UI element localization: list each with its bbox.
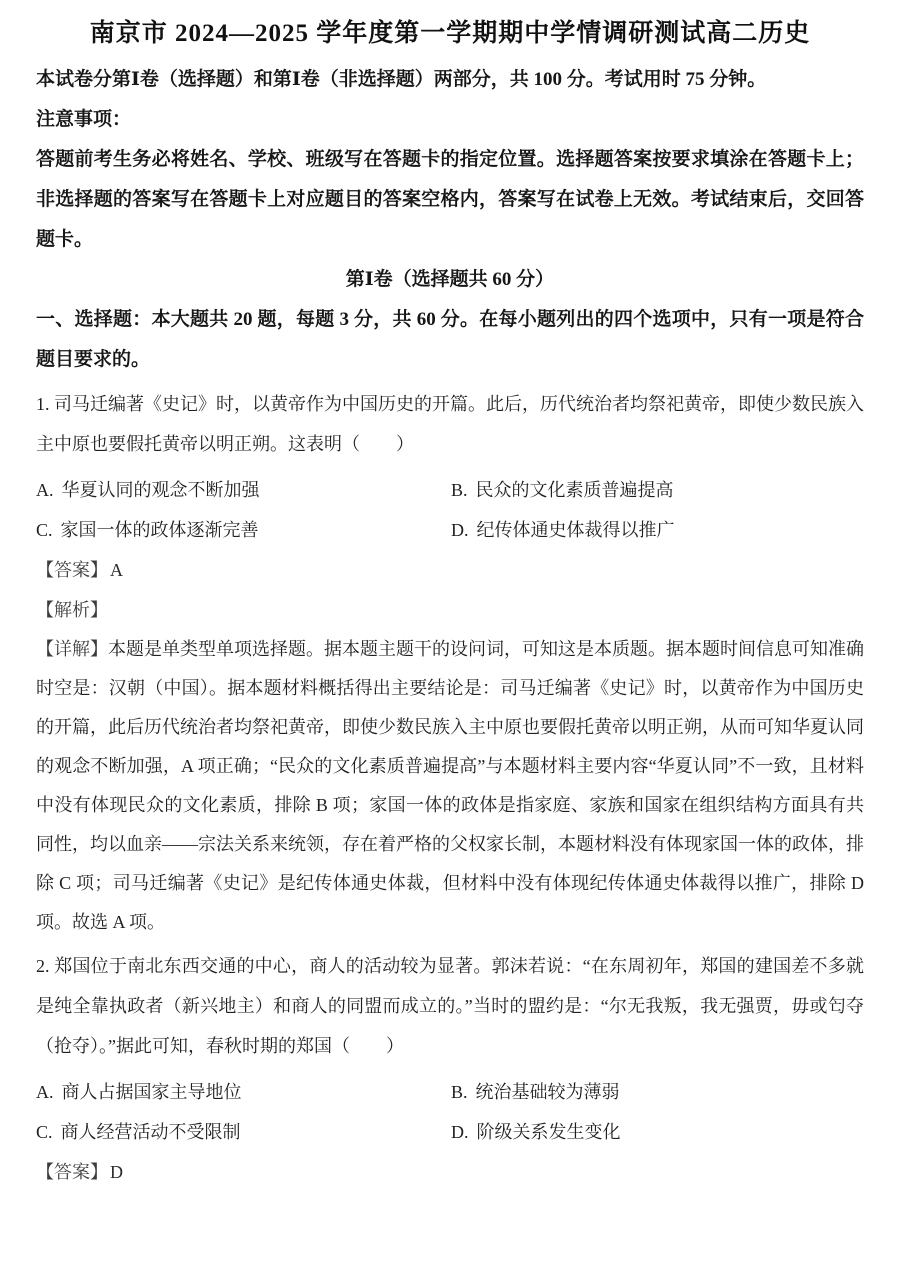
option-text: 家国一体的政体逐渐完善 [60,520,259,540]
option-text: 商人经营活动不受限制 [60,1122,241,1142]
option-text: 商人占据国家主导地位 [61,1082,242,1102]
question-1-option-a [36,470,451,510]
option-text: 华夏认同的观念不断加强 [61,480,260,500]
question-1-option-c [36,510,451,550]
option-text: 统治基础较为薄弱 [475,1082,620,1102]
option-label: D. [451,520,469,540]
exam-intro: 本试卷分第Ⅰ卷（选择题）和第Ⅰ卷（非选择题）两部分，共 100 分。考试用时 75 分钟。 [36,69,767,90]
explanation-label: 【详解】 [36,639,108,659]
option-label: B. [451,480,468,500]
analysis-label: 【解析】 [36,600,108,620]
question-2-option-c [36,1112,451,1152]
option-text: 民众的文化素质普遍提高 [475,480,674,500]
notice-heading: 注意事项： [36,109,132,130]
explanation-text: 本题是单类型单项选择题。据本题主题干的设问词，可知这是本质题。据本题时间信息可知准确时空是：汉朝（中国）。据本题材料概括得出主要结论是：司马迁编著《史记》时，以黄帝作为中国历史的开篇，此后历代统治者均祭祀黄帝，即使少数民族入主中原也要假托黄帝以明正朔，从而可知华夏认同的观念不断加强，A 项正确；“民众的文化素质普遍提高”与本题材料主要内容“华夏认同”不一致，且材料中没有体现民众的文化素质，排除 B 项；家国一体的政体是指家庭、家族和国家在组织结构方面具有共同性，均以血亲——宗法关系来统领，存在着严格的父权家长制，本题材料没有体现家国一体的政体，排除 C 项；司马迁编著《史记》是纪传体通史体裁，但材料中没有体现纪传体通史体裁得以推广，排除 D 项。故选 A 项。 [36,639,864,932]
question-1-answer [36,550,864,590]
question-2-stem: 2. 郑国位于南北东西交通的中心，商人的活动较为显著。郭沫若说：“在东周初年，郑国的建国差不多就是纯全靠执政者（新兴地主）和商人的同盟而成立的。”当时的盟约是：“尔无我叛，我无强贾，毋或匄夺（抢夺）。”据此可知，春秋时期的郑国（ ） [36,956,864,1056]
option-label: C. [36,1122,53,1142]
question-2-options [36,1072,864,1152]
answer-label: 【答案】 [36,560,108,580]
option-label: B. [451,1082,468,1102]
answer-value: D [110,1162,123,1182]
question-1-explanation [36,630,864,942]
notice-text: 答题前考生务必将姓名、学校、班级写在答题卡的指定位置。选择题答案按要求填涂在答题卡上；非选择题的答案写在答题卡上对应题目的答案空格内，答案写在试卷上无效。考试结束后，交回答题卡。 [36,149,864,250]
section-1-instructions: 一、选择题：本大题共 20 题，每题 3 分，共 60 分。在每小题列出的四个选项中，只有一项是符合题目要求的。 [36,309,864,370]
question-1-options [36,470,864,550]
option-text: 纪传体通史体裁得以推广 [476,520,675,540]
page-title: 南京市 2024—2025 学年度第一学期期中学情调研测试高二历史 [89,20,811,47]
answer-label: 【答案】 [36,1162,108,1182]
question-1-option-d [451,510,864,550]
question-1-option-b [451,470,864,510]
option-label: D. [451,1122,469,1142]
option-label: A. [36,480,54,500]
question-1-stem: 1. 司马迁编著《史记》时，以黄帝作为中国历史的开篇。此后，历代统治者均祭祀黄帝，即使少数民族入主中原也要假托黄帝以明正朔。这表明（ ） [36,394,864,454]
question-1 [36,384,864,942]
section-1-header: 第Ⅰ卷（选择题共 60 分） [345,269,555,290]
option-text: 阶级关系发生变化 [476,1122,621,1142]
answer-value: A [110,560,123,580]
question-2-answer [36,1152,864,1192]
option-label: A. [36,1082,54,1102]
question-2-option-d [451,1112,864,1152]
option-label: C. [36,520,53,540]
question-2-option-a [36,1072,451,1112]
question-2-option-b [451,1072,864,1112]
question-1-analysis-heading [36,590,864,630]
question-2 [36,946,864,1192]
